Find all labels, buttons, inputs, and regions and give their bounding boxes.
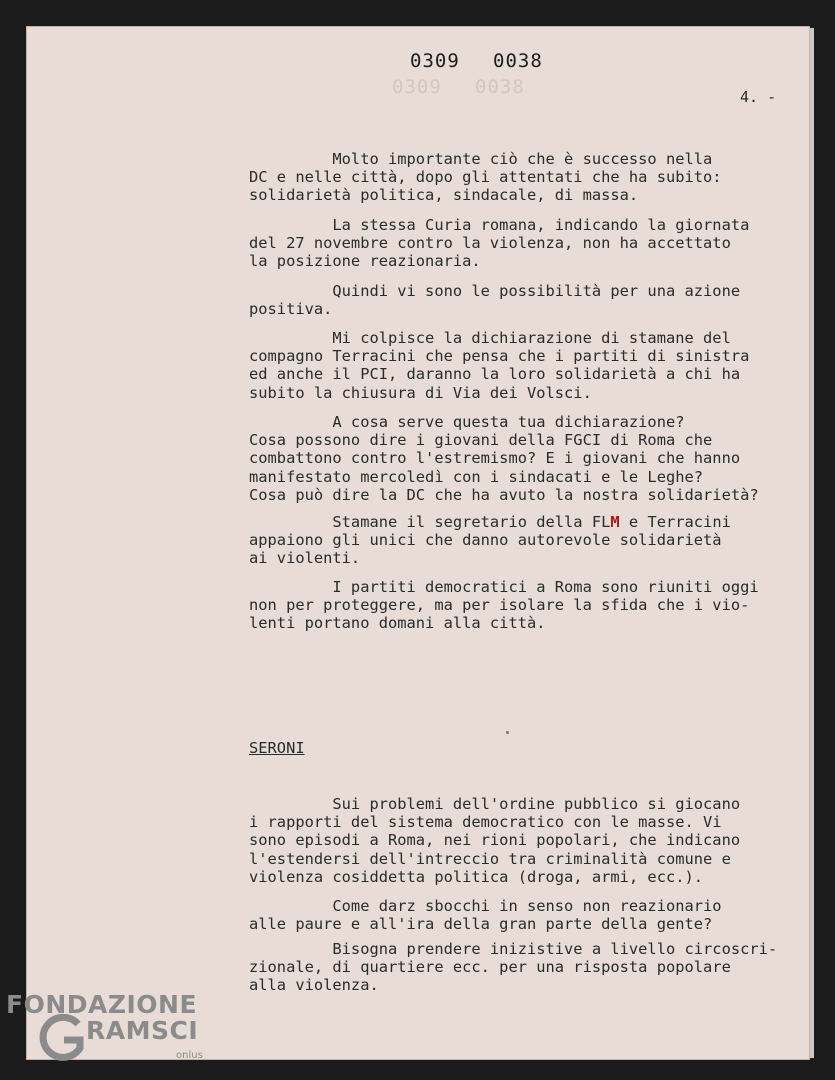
paragraph-flm bbox=[249, 513, 809, 568]
paragraph: A cosa serve questa tua dichiarazione? Cosa possono dire i giovani della FGCI di Roma che combattono contro l'estremismo? E i giovani che hanno manifestato mercoledì con i sindacati e le Leghe? Cosa può dire la DC che ha avuto la nostra solidarietà? bbox=[249, 413, 759, 504]
doc-number-right: 0038 bbox=[493, 50, 543, 72]
ghost-doc-number-right: 0038 bbox=[475, 76, 525, 98]
page-edge bbox=[810, 28, 814, 1058]
paragraph: I partiti democratici a Roma sono riuniti oggi non per proteggere, ma per isolare la sfida che i vio- lenti portano domani alla città. bbox=[249, 578, 759, 633]
watermark-line1: FONDAZIONE bbox=[6, 990, 198, 1019]
speaker-heading: SERONI bbox=[249, 739, 305, 757]
paragraph: Mi colpisce la dichiarazione di stamane del compagno Terracini che pensa che i partiti di sinistra ed anche il PCI, daranno la loro solidarietà a chi ha subito la chiusura di Via dei Volsci. bbox=[249, 329, 750, 402]
flm-line-end: e Terracini bbox=[619, 513, 731, 531]
paragraph: Sui problemi dell'ordine pubblico si giocano i rapporti del sistema democratico con le masse. Vi sono episodi a Roma, nei rioni popolari, che indicano l'estendersi dell'intreccio tra criminalità comune e violenza cosiddetta politica (droga, armi, ecc.). bbox=[249, 795, 741, 886]
ink-mark bbox=[506, 731, 509, 734]
watermark-line2: RAMSCI bbox=[86, 1016, 199, 1045]
watermark-small: onlus bbox=[176, 1050, 203, 1061]
watermark-g-icon bbox=[34, 1012, 88, 1066]
handwritten-correction: M bbox=[610, 513, 620, 531]
flm-line-start: Stamane il segretario della FL bbox=[249, 513, 611, 531]
page-number: 4. - bbox=[740, 88, 777, 106]
ghost-doc-number-left: 0309 bbox=[392, 76, 442, 98]
paragraph: Quindi vi sono le possibilità per una azione positiva. bbox=[249, 282, 741, 319]
paragraph: Come darz sbocchi in senso non reazionario alle paure e all'ira della gran parte della gente? bbox=[249, 897, 722, 934]
paragraph: Bisogna prendere inizistive a livello circoscri- zionale, di quartiere ecc. per una risposta popolare alla violenza. bbox=[249, 940, 778, 995]
paragraph: La stessa Curia romana, indicando la giornata del 27 novembre contro la violenza, non ha accettato la posizione reazionaria. bbox=[249, 216, 750, 271]
doc-number-left: 0309 bbox=[410, 50, 460, 72]
flm-rest: appaiono gli unici che danno autorevole solidarietà ai violenti. bbox=[249, 531, 722, 568]
paragraph: Molto importante ciò che è successo nella DC e nelle città, dopo gli attentati che ha subito: solidarietà politica, sindacale, di massa. bbox=[249, 150, 722, 205]
